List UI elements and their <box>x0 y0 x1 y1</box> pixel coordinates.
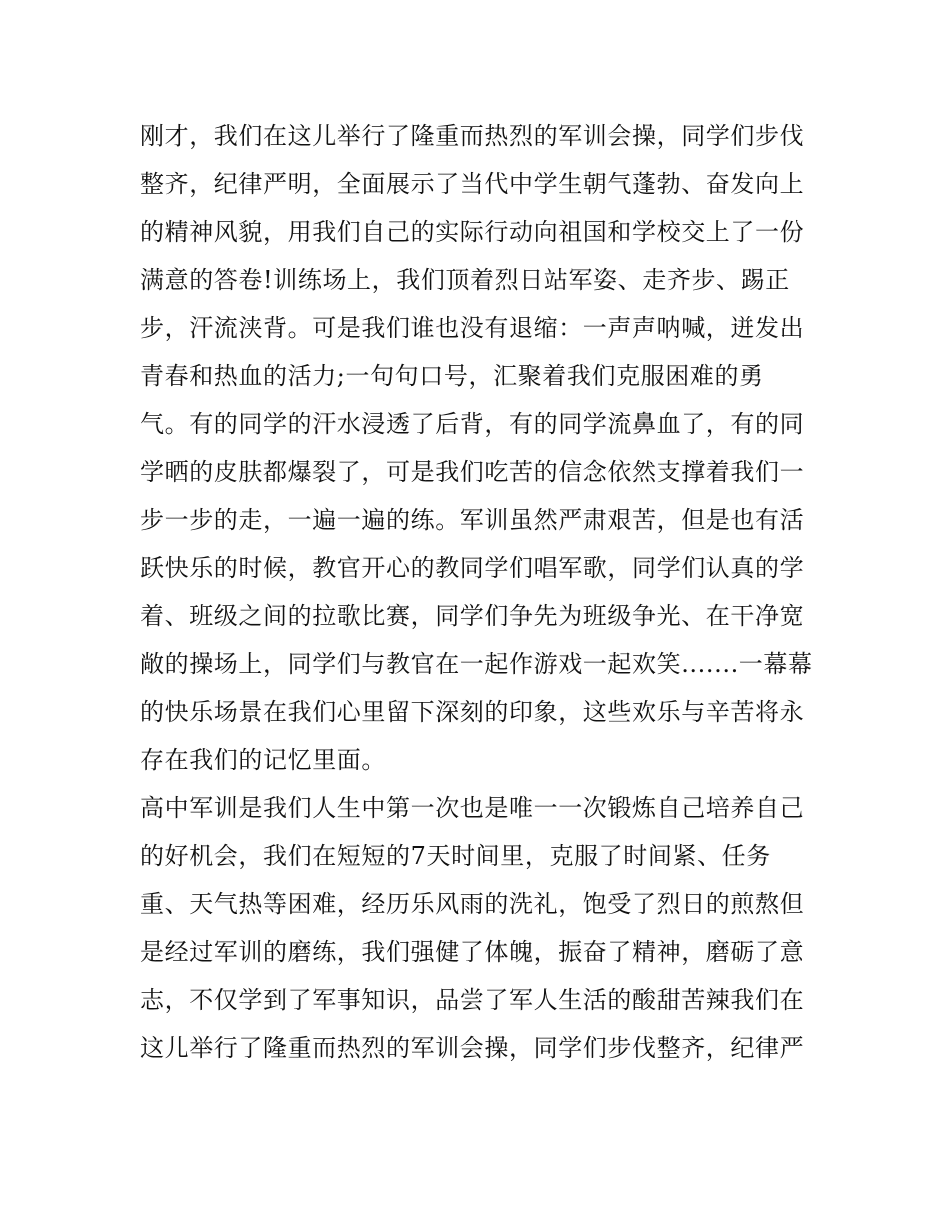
text-line: 气。有的同学的汗水浸透了后背，有的同学流鼻血了，有的同 <box>140 410 805 438</box>
body-text <box>140 112 840 1072</box>
text-line: 敞的操场上，同学们与教官在一起作游戏一起欢笑.......一幕幕 <box>140 650 813 678</box>
text-line: 的好机会，我们在短短的7天时间里，克服了时间紧、任务 <box>140 842 771 870</box>
text-line: 整齐，纪律严明，全面展示了当代中学生朝气蓬勃、奋发向上 <box>140 170 805 198</box>
text-line: 满意的答卷!训练场上，我们顶着烈日站军姿、走齐步、踢正 <box>140 266 790 294</box>
text-line: 着、班级之间的拉歌比赛，同学们争先为班级争光、在干净宽 <box>140 602 805 630</box>
text-line: 这儿举行了隆重而热烈的军训会操，同学们步伐整齐，纪律严 <box>140 1034 805 1062</box>
text-line: 高中军训是我们人生中第一次也是唯一一次锻炼自己培养自己 <box>140 794 805 822</box>
text-line: 跃快乐的时候，教官开心的教同学们唱军歌，同学们认真的学 <box>140 554 805 582</box>
text-line: 的快乐场景在我们心里留下深刻的印象，这些欢乐与辛苦将永 <box>140 698 805 726</box>
text-line: 是经过军训的磨练，我们强健了体魄，振奋了精神，磨砺了意 <box>140 938 805 966</box>
text-line: 重、天气热等困难，经历乐风雨的洗礼，饱受了烈日的煎熬但 <box>140 890 805 918</box>
text-line: 青春和热血的活力;一句句口号，汇聚着我们克服困难的勇 <box>140 362 764 390</box>
text-line: 刚才，我们在这儿举行了隆重而热烈的军训会操，同学们步伐 <box>140 122 805 150</box>
text-line: 学晒的皮肤都爆裂了，可是我们吃苦的信念依然支撑着我们一 <box>140 458 805 486</box>
text-line: 步一步的走，一遍一遍的练。军训虽然严肃艰苦，但是也有活 <box>140 506 805 534</box>
text-line: 志，不仅学到了军事知识，品尝了军人生活的酸甜苦辣我们在 <box>140 986 805 1014</box>
text-line: 的精神风貌，用我们自己的实际行动向祖国和学校交上了一份 <box>140 218 805 246</box>
text-line: 步，汗流浃背。可是我们谁也没有退缩：一声声呐喊，迸发出 <box>140 314 805 342</box>
text-line: 存在我们的记忆里面。 <box>140 746 386 774</box>
